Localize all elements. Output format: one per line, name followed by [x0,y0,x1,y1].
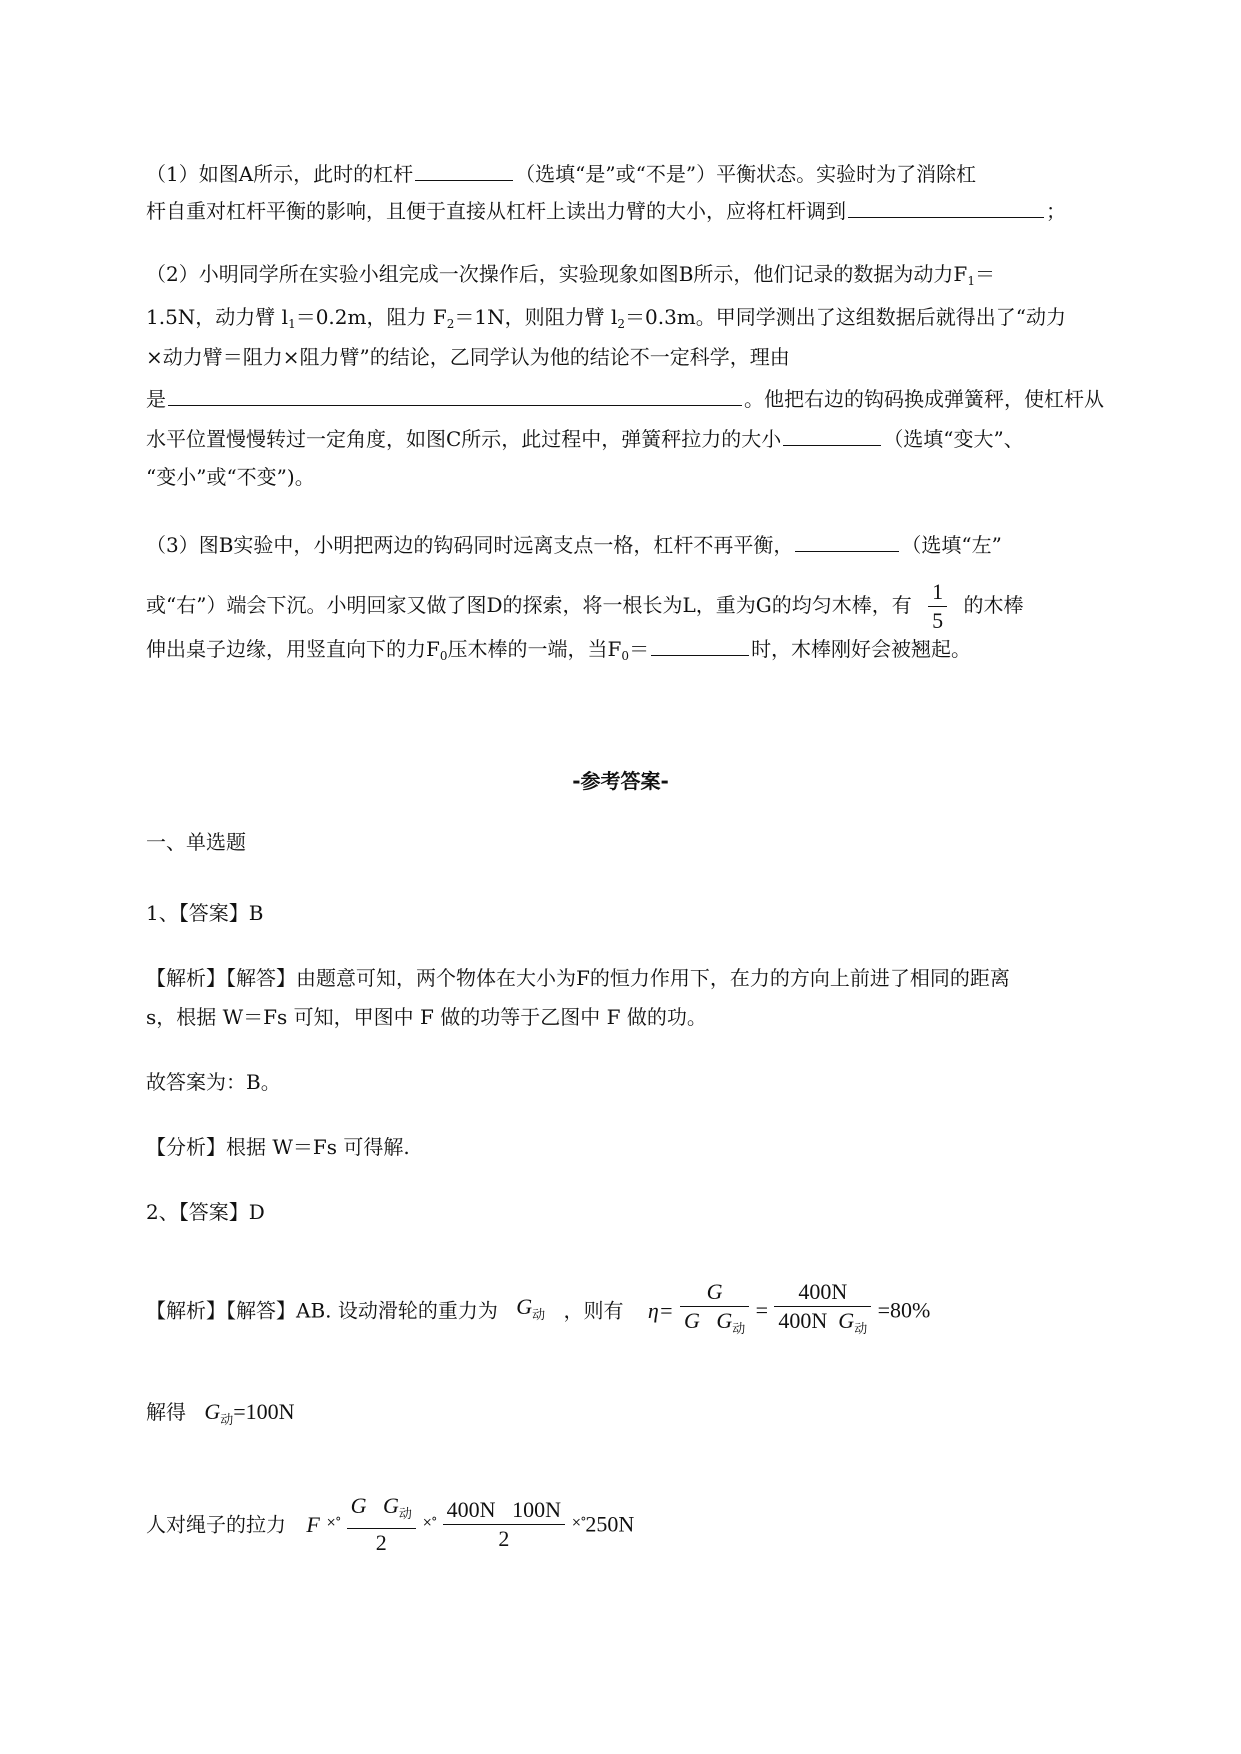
num-400n: 400N [446,1497,496,1522]
g-dong-symbol [204,1399,234,1427]
g-dong-symbol [516,1293,546,1322]
subscript-dong: 动 [732,1321,746,1336]
q2-line-5 [146,423,1024,453]
q1-text-a: （1）如图A所示，此时的杠杆 [146,162,414,186]
q3-line-2 [146,578,1023,635]
q2-line-1 [146,260,995,295]
fraction-numerator: 1 [932,579,944,604]
eta-symbol: η= [647,1297,674,1323]
num-g: G [350,1493,367,1518]
fraction-denominator: 2 [443,1524,565,1553]
q3-text-1a: （3）图B实验中，小明把两边的钩码同时远离支点一格，杠杆不再平衡， [146,533,794,557]
answer-2-text: 【解析】【解答】AB. 设动滑轮的重力为 [146,1298,498,1323]
subscript: 1 [967,274,975,288]
answer-2-solve-line [146,1398,295,1434]
answer-1-analysis-line-2: s，根据 W＝Fs 可知，甲图中 F 做的功等于乙图中 F 做的功。 [146,1005,707,1029]
q2-text-6: “变小”或“不变”)。 [146,465,315,489]
subscript: 1 [288,317,296,331]
q1-blank-2[interactable] [848,195,1044,218]
q1-line-2 [146,195,1066,225]
q3-line-1 [146,529,1002,559]
q1-line-1 [146,158,976,188]
q3-blank-side[interactable] [795,529,899,552]
subscript-dong: 动 [532,1306,546,1322]
solve-label: 解得 [146,1400,186,1424]
answer-1-explanation: 【分析】根据 W＝Fs 可得解. [146,1135,410,1159]
q3-text-3a: 伸出桌子边缘，用竖直向下的力F [146,637,440,661]
q2-line-6 [146,463,315,491]
subscript: 2 [617,317,625,331]
q1-text-b: （选填“是”或“不是”）平衡状态。实验时为了消除杠 [515,162,977,186]
q3-text-2a: 或“右”）端会下沉。小明回家又做了图D的探索，将一根长为L，重为G的均匀木棒，有 [146,593,912,617]
q3-text-3b: 压木棒的一端，当F [447,637,622,661]
fraction-numerator: G [706,1279,723,1304]
q3-text-1b: （选填“左” [901,533,1002,557]
efficiency-fraction [680,1278,749,1343]
q1-text-d: ； [1046,199,1066,223]
fraction-denominator: 5 [928,606,947,635]
den-g-dong: G [716,1308,733,1333]
answer-1-conclusion: 故答案为：B。 [146,1070,281,1094]
section-title: 一、单选题 [146,830,246,854]
tension-fraction-2 [443,1496,565,1553]
efficiency-result: =80% [877,1297,931,1323]
fraction-one-fifth [928,578,947,635]
q3-line-3 [146,633,971,670]
subscript: 0 [439,649,448,663]
q3-text-3c: ＝ [629,637,650,661]
q2-blank-reason[interactable] [168,383,742,406]
q2-text-1-end: ＝ [974,262,995,286]
answer-2-title: 2、【答案】D [146,1200,265,1224]
answer-2-analysis-line [146,1278,930,1343]
garbled-equals-symbol: ×° [571,1515,586,1529]
q3-text-2b: 的木棒 [963,593,1024,617]
q2-line-2 [146,303,1066,338]
q2-text-3: ×动力臂＝阻力×阻力臂”的结论，乙同学认为他的结论不一定科学，理由 [146,345,790,369]
symbol-f: F [306,1511,320,1537]
equals-sign: = [755,1297,769,1323]
numeric-fraction [774,1278,871,1343]
q2-text-2a: 1.5N，动力臂 l [146,305,289,329]
q3-blank-force[interactable] [651,633,749,656]
q2-line-3 [146,343,790,371]
subscript-dong: 动 [220,1412,234,1427]
q3-text-3d: 时，木棒刚好会被翘起。 [751,637,972,661]
q2-text-4a: 是 [146,387,166,411]
q2-text-5a: 水平位置慢慢转过一定角度，如图C所示，此过程中，弹簧秤拉力的大小 [146,427,782,451]
answers-heading: -参考答案- [572,769,669,793]
tension-fraction-1 [347,1492,416,1557]
symbol-g: G [204,1399,221,1424]
q2-text-4b: 。他把右边的钩码换成弹簧秤，使杠杆从 [744,387,1104,411]
subscript: 2 [446,317,455,331]
num-g-dong: G [382,1493,399,1518]
q2-text-1: （2）小明同学所在实验小组完成一次操作后，实验现象如图B所示，他们记录的数据为动力F [146,262,968,286]
q2-text-5b: （选填“变大”、 [883,427,1024,451]
fraction-denominator: 2 [347,1528,416,1557]
garbled-equals-symbol: ×° [326,1515,341,1529]
q2-line-4 [146,383,1104,413]
symbol-g: G [516,1293,533,1319]
q2-blank-force[interactable] [783,423,881,446]
den-g: G [683,1308,700,1333]
tension-result: 250N [585,1511,635,1537]
garbled-equals-symbol: ×° [422,1515,437,1529]
fraction-numerator [347,1492,416,1528]
q2-text-2c: ＝1N，则阻力臂 l [454,305,618,329]
q1-text-c: 杆自重对杠杆平衡的影响，且便于直接从杠杆上读出力臂的大小，应将杠杆调到 [146,199,846,223]
fraction-numerator [443,1496,565,1524]
num-100n: 100N [512,1497,561,1522]
solve-result: =100N [233,1399,295,1424]
fraction-denominator [680,1306,749,1343]
subscript-dong: 动 [854,1321,868,1336]
answer-1-analysis-line-1: 【解析】【解答】由题意可知，两个物体在大小为F的恒力作用下，在力的方向上前进了相同的距离 [146,966,1010,990]
answer-2-text-b: ，则有 [563,1298,624,1323]
subscript: 0 [621,649,630,663]
fraction-denominator [774,1306,871,1343]
q2-text-2b: ＝0.2m，阻力 F [295,305,447,329]
q1-blank-1[interactable] [415,158,513,181]
answer-2-tension-line [146,1492,634,1557]
den-400n: 400N [778,1308,828,1333]
answer-1-title: 1、【答案】B [146,901,264,925]
tension-label: 人对绳子的拉力 [146,1512,286,1537]
subscript-dong: 动 [398,1506,412,1521]
den-g-dong: G [838,1308,855,1333]
q2-text-2d: ＝0.3m。甲同学测出了这组数据后就得出了“动力 [624,305,1066,329]
fraction-numerator: 400N [798,1279,848,1304]
